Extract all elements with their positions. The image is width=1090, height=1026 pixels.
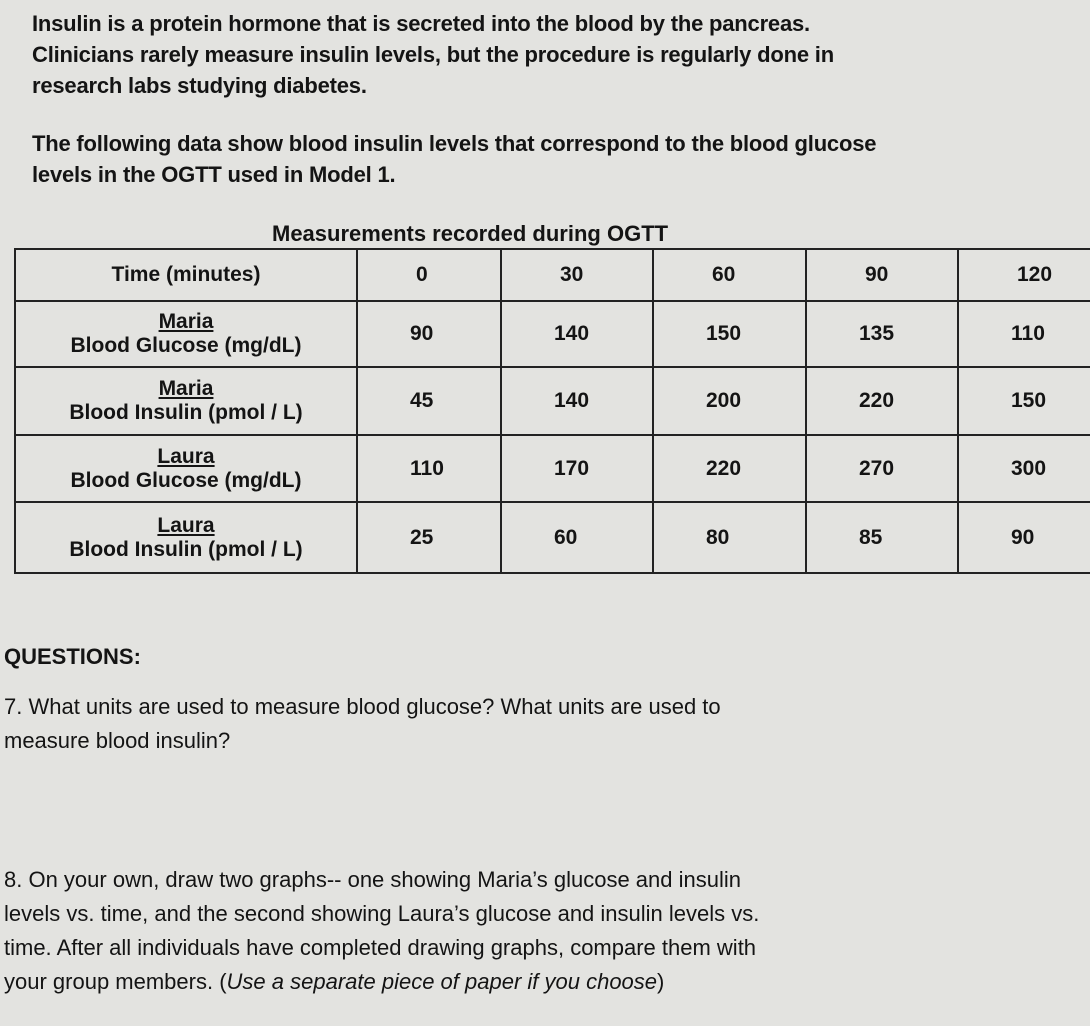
- value-cell: 135: [806, 301, 958, 367]
- question-line: 7. What units are used to measure blood glucose? What units are used to: [4, 694, 721, 719]
- time-value-cell: 120: [958, 249, 1090, 301]
- row-label-cell: [15, 301, 357, 367]
- value-cell: 140: [501, 301, 653, 367]
- measure-label: Blood Insulin (pmol / L): [69, 537, 303, 561]
- data-intro-line: levels in the OGTT used in Model 1.: [32, 162, 396, 187]
- value-cell: 85: [806, 502, 958, 573]
- table-header-row: [15, 249, 1090, 301]
- question-italic-note: Use a separate piece of paper if you choose: [226, 969, 658, 994]
- row-label-cell: [15, 367, 357, 435]
- subject-name: Maria: [158, 377, 214, 400]
- value-cell: 110: [958, 301, 1090, 367]
- value-cell: 110: [357, 435, 501, 502]
- question-text: your group members. (: [4, 969, 227, 994]
- question-text: ): [657, 969, 665, 994]
- time-value-cell: 0: [357, 249, 501, 301]
- intro-line: research labs studying diabetes.: [32, 73, 367, 98]
- value-cell: 220: [653, 435, 806, 502]
- intro-line: Insulin is a protein hormone that is secreted into the blood by the pancreas.: [32, 11, 810, 36]
- row-label-cell: [15, 435, 357, 502]
- value-cell: 90: [958, 502, 1090, 573]
- table-row: [15, 367, 1090, 435]
- value-cell: 270: [806, 435, 958, 502]
- value-cell: 200: [653, 367, 806, 435]
- value-cell: 170: [501, 435, 653, 502]
- data-intro-paragraph: [32, 128, 876, 190]
- value-cell: 300: [958, 435, 1090, 502]
- question-line: measure blood insulin?: [4, 728, 231, 753]
- measure-label: Blood Insulin (pmol / L): [69, 401, 303, 424]
- subject-name: Laura: [157, 513, 215, 537]
- ogtt-measurements-table: [14, 248, 1090, 574]
- time-value-cell: 30: [501, 249, 653, 301]
- measure-label: Blood Glucose (mg/dL): [70, 334, 302, 357]
- intro-paragraph: [32, 8, 834, 101]
- value-cell: 80: [653, 502, 806, 573]
- row-label-cell: [15, 502, 357, 573]
- data-intro-line: The following data show blood insulin levels that correspond to the blood glucose: [32, 131, 877, 156]
- subject-name: Maria: [158, 310, 214, 333]
- value-cell: 140: [501, 367, 653, 435]
- question-line: levels vs. time, and the second showing Laura’s glucose and insulin levels vs.: [4, 901, 760, 926]
- question-7: [4, 690, 721, 758]
- time-header-cell: Time (minutes): [15, 249, 357, 301]
- question-line: time. After all individuals have completed drawing graphs, compare them with: [4, 935, 757, 960]
- table-row: [15, 502, 1090, 573]
- value-cell: 25: [357, 502, 501, 573]
- value-cell: 220: [806, 367, 958, 435]
- value-cell: 150: [958, 367, 1090, 435]
- question-line: [4, 965, 759, 999]
- question-line: 8. On your own, draw two graphs-- one showing Maria’s glucose and insulin: [4, 867, 741, 892]
- value-cell: 150: [653, 301, 806, 367]
- table-caption: Measurements recorded during OGTT: [272, 221, 669, 246]
- time-value-cell: 60: [653, 249, 806, 301]
- subject-name: Laura: [157, 444, 215, 468]
- questions-heading: QUESTIONS:: [4, 644, 141, 669]
- value-cell: 60: [501, 502, 653, 573]
- value-cell: 45: [357, 367, 501, 435]
- table-row: [15, 435, 1090, 502]
- intro-line: Clinicians rarely measure insulin levels, but the procedure is regularly done in: [32, 42, 834, 67]
- time-value-cell: 90: [806, 249, 958, 301]
- measure-label: Blood Glucose (mg/dL): [70, 468, 302, 492]
- table-row: [15, 301, 1090, 367]
- value-cell: 90: [357, 301, 501, 367]
- question-8: [4, 863, 759, 999]
